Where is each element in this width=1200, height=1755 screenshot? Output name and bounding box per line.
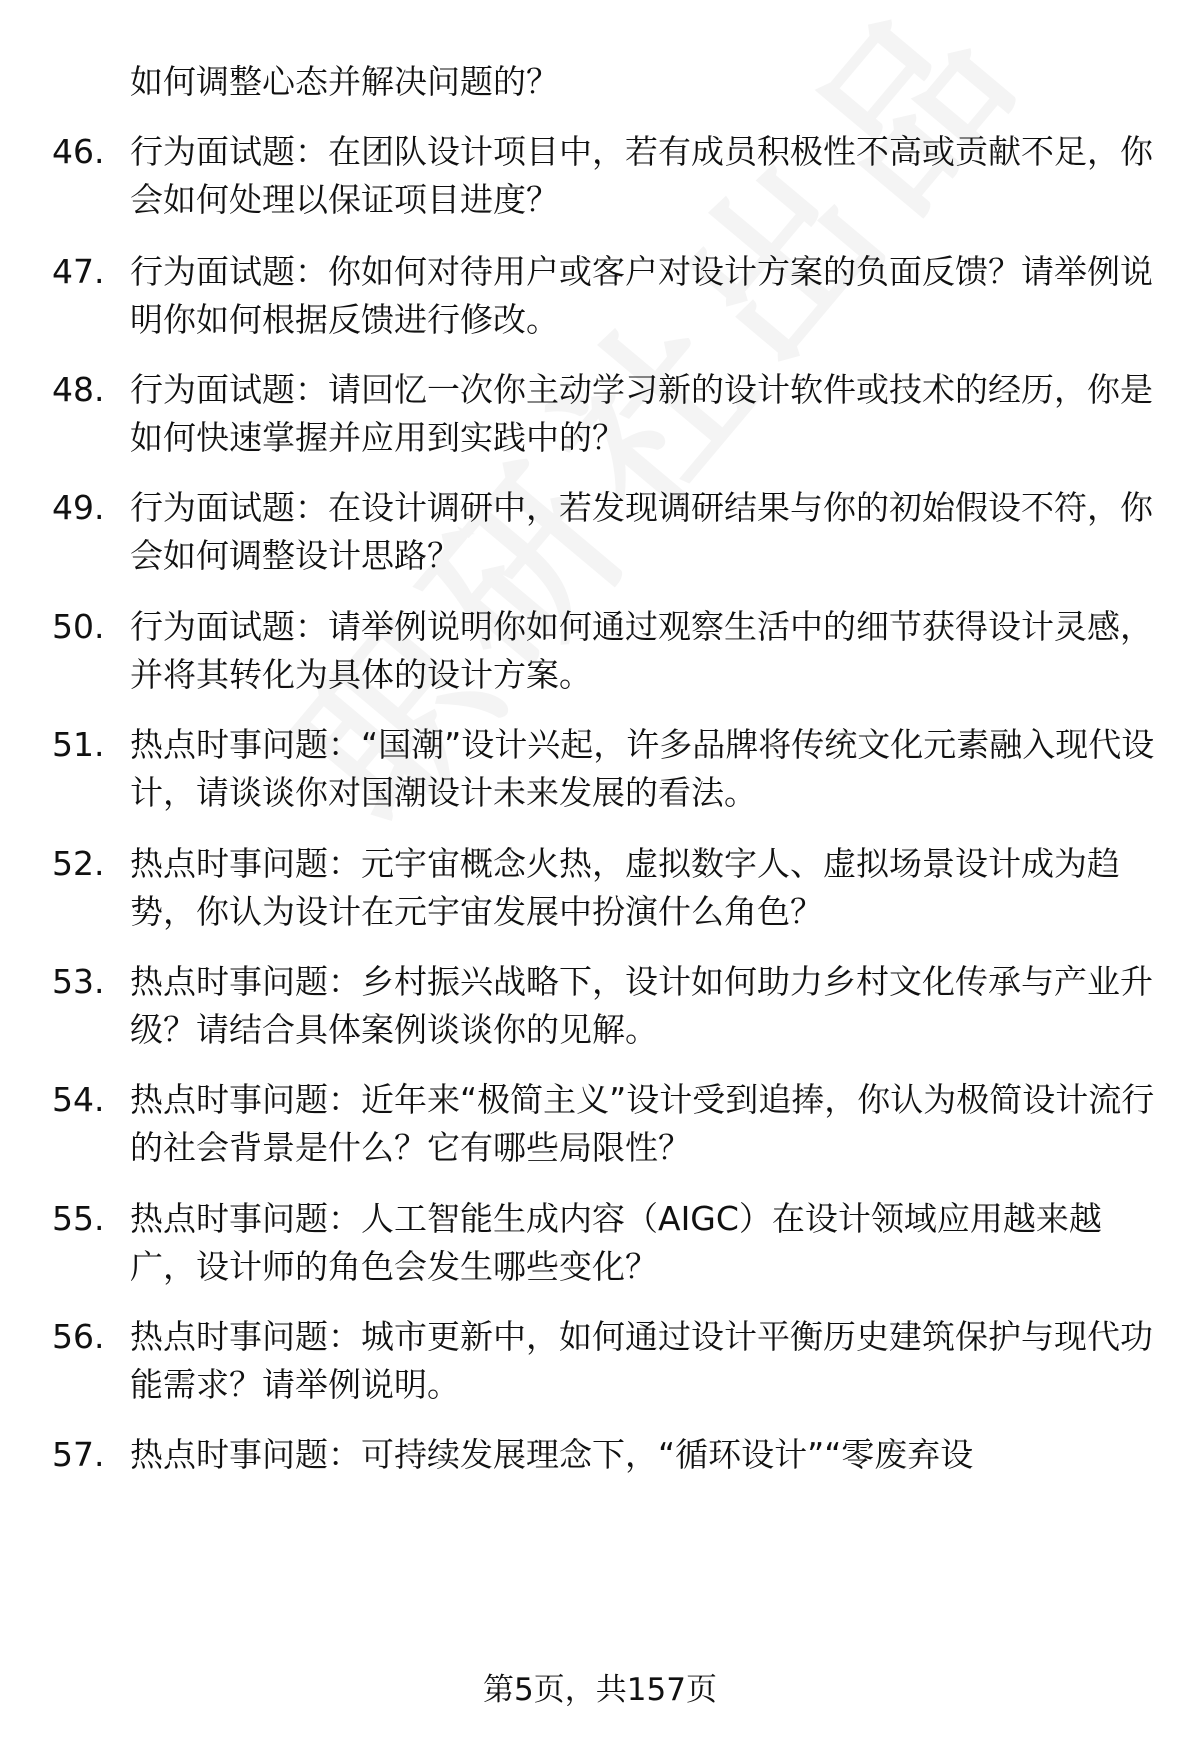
question-number: 57.: [52, 1435, 105, 1474]
question-text: 热点时事问题：乡村振兴战略下，设计如何助力乡村文化传承与产业升级？请结合具体案例谈谈你的见解。: [130, 962, 1153, 1049]
question-number: 50.: [52, 607, 105, 646]
question-text: 行为面试题：你如何对待用户或客户对设计方案的负面反馈？请举例说明你如何根据反馈进行修改。: [130, 252, 1153, 339]
question-number: 54.: [52, 1080, 105, 1119]
question-text: 行为面试题：请举例说明你如何通过观察生活中的细节获得设计灵感，并将其转化为具体的设计方案。: [130, 607, 1153, 694]
question-text: 热点时事问题：城市更新中，如何通过设计平衡历史建筑保护与现代功能需求？请举例说明。: [130, 1317, 1153, 1404]
question-text: 热点时事问题：近年来“极简主义”设计受到追捧，你认为极简设计流行的社会背景是什么？它有哪些局限性？: [130, 1080, 1155, 1167]
question-number: 49.: [52, 488, 105, 527]
question-continuation: 如何调整心态并解决问题的？: [130, 62, 559, 101]
question-text: 行为面试题：在设计调研中，若发现调研结果与你的初始假设不符，你会如何调整设计思路？: [130, 488, 1153, 575]
question-text: 热点时事问题：元宇宙概念火热，虚拟数字人、虚拟场景设计成为趋势，你认为设计在元宇宙发展中扮演什么角色？: [130, 844, 1120, 931]
question-text: 行为面试题：在团队设计项目中，若有成员积极性不高或贡献不足，你会如何处理以保证项目进度？: [130, 132, 1153, 219]
question-number: 55.: [52, 1199, 105, 1238]
question-number: 46.: [52, 132, 105, 171]
question-number: 53.: [52, 962, 105, 1001]
question-number: 56.: [52, 1317, 105, 1356]
question-text: 热点时事问题：“国潮”设计兴起，许多品牌将传统文化元素融入现代设计，请谈谈你对国潮设计未来发展的看法。: [130, 725, 1155, 812]
page-number-footer: 第5页，共157页: [483, 1672, 717, 1708]
question-text: 热点时事问题：可持续发展理念下，“循环设计”“零废弃设: [130, 1435, 974, 1474]
question-number: 47.: [52, 252, 105, 291]
question-number: 48.: [52, 370, 105, 409]
question-number: 52.: [52, 844, 105, 883]
question-number: 51.: [52, 725, 105, 764]
question-text: 热点时事问题：人工智能生成内容（AIGC）在设计领域应用越来越广，设计师的角色会发生哪些变化？: [130, 1199, 1102, 1286]
question-text: 行为面试题：请回忆一次你主动学习新的设计软件或技术的经历，你是如何快速掌握并应用到实践中的？: [130, 370, 1153, 457]
